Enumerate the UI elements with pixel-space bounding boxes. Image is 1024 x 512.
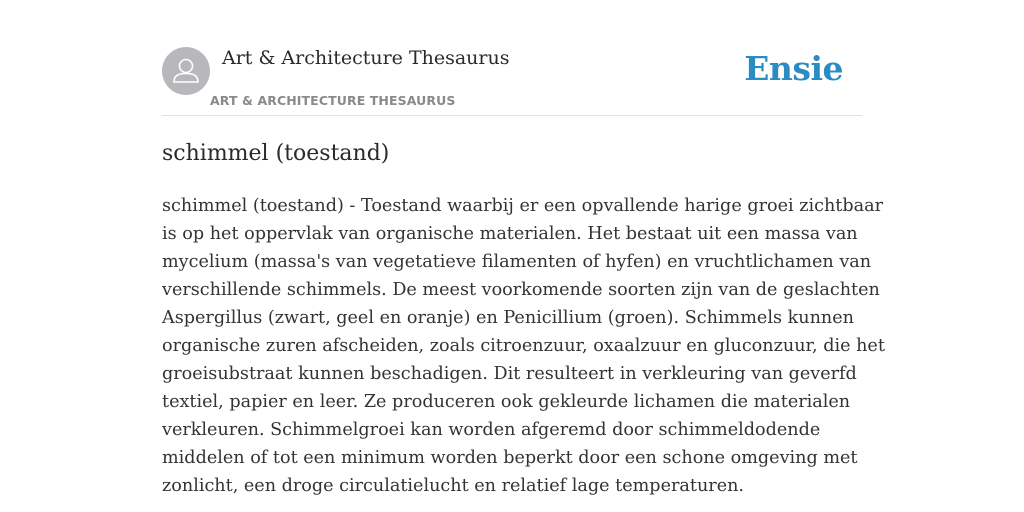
user-avatar-icon[interactable] [162,47,210,95]
term-definition [162,192,885,500]
definition-line: groeisubstraat kunnen beschadigen. Dit resulteert in verkleuring van geverfd [162,364,857,384]
brand-logo[interactable]: Ensie [744,49,843,88]
term-title: schimmel (toestand) [162,141,390,166]
definition-line: Aspergillus (zwart, geel en oranje) en Penicillium (groen). Schimmels kunnen [162,308,854,328]
definition-line: mycelium (massa's van vegetatieve filamenten of hyfen) en vruchtlichamen van [162,252,872,272]
definition-line: schimmel (toestand) - Toestand waarbij er een opvallende harige groei zichtbaar [162,196,884,216]
definition-line: verschillende schimmels. De meest voorkomende soorten zijn van de geslachten [162,280,880,300]
definition-line: is op het oppervlak van organische materialen. Het bestaat uit een massa van [162,224,858,244]
definition-line: organische zuren afscheiden, zoals citroenzuur, oxaalzuur en gluconzuur, die het [162,336,885,356]
definition-line: middelen of tot een minimum worden beperkt door een schone omgeving met [162,448,858,468]
source-subtitle[interactable]: ART & ARCHITECTURE THESAURUS [210,93,456,108]
definition-line: textiel, papier en leer. Ze produceren ook gekleurde lichamen die materialen [162,392,851,412]
header-divider [162,115,862,116]
source-title[interactable]: Art & Architecture Thesaurus [222,47,510,69]
definition-line: verkleuren. Schimmelgroei kan worden afgeremd door schimmeldodende [162,420,821,440]
definition-line: zonlicht, een droge circulatielucht en relatief lage temperaturen. [162,476,745,496]
